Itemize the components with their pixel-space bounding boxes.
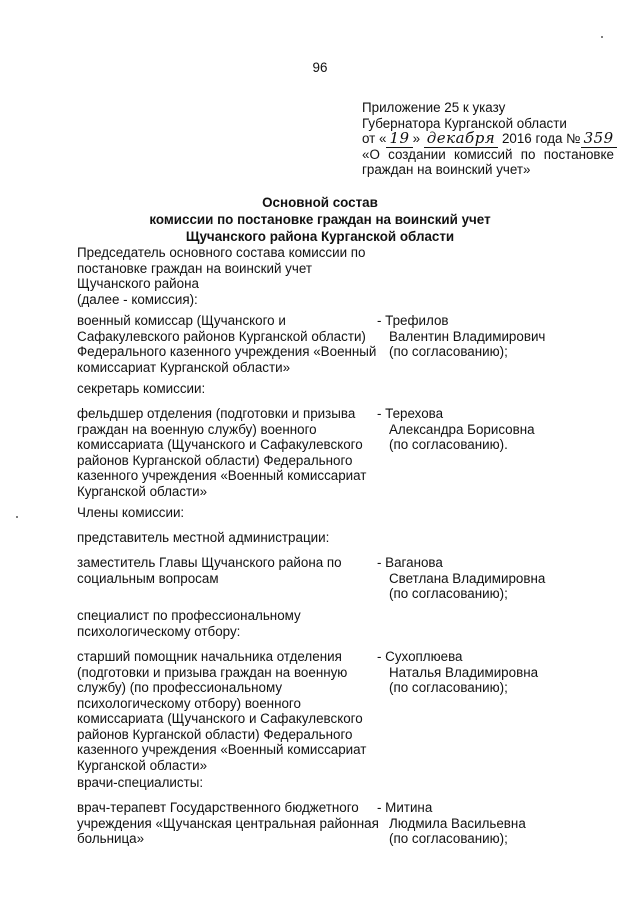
- appendix-line: Приложение 25 к указу: [362, 100, 506, 115]
- scan-speck: [601, 36, 603, 38]
- page-number: 96: [312, 60, 328, 75]
- psych-header: специалист по профессиональному психологическому отбору:: [77, 608, 301, 639]
- date-mid: »: [412, 131, 421, 146]
- secretary-role: фельдшер отделения (подготовки и призыва граждан на военную службу) военного комиссариата (Щучанского и Сафакулевского районов Курганской области) Федерального казенного учреждения «Военный комиссариат Курганской области»: [77, 406, 367, 499]
- therapist-role: врач-терапевт Государственного бюджетного учреждения «Щучанская центральная районная больница»: [77, 800, 379, 846]
- therapist-person: - Митина Людмила Васильевна (по согласованию);: [377, 800, 526, 846]
- document-title: [0, 194, 640, 245]
- scan-speck: [16, 516, 18, 518]
- appendix-line: Губернатора Курганской области: [362, 115, 567, 131]
- decree-number-handwritten: 359: [581, 129, 617, 148]
- title-line: Основной состав: [262, 195, 378, 210]
- appendix-date-line: [362, 131, 614, 147]
- title-line: Щучанского района Курганской области: [185, 229, 455, 244]
- title-line: комиссии по постановке граждан на воинский учет: [149, 212, 491, 227]
- psych-person: - Сухоплюева Наталья Владимировна (по согласованию);: [377, 649, 539, 695]
- members-header: Члены комиссии:: [77, 505, 185, 520]
- chairman-header: Председатель основного состава комиссии по постановке граждан на воинский учет Щучанского района (далее - комиссия):: [77, 245, 366, 307]
- secretary-header: секретарь комиссии:: [77, 381, 206, 396]
- appendix-block: [362, 100, 614, 178]
- psych-role: старший помощник начальника отделения (подготовки и призыва граждан на военную службу) (по профессиональному психологическому отбору) военного комиссариата (Щучанского и Сафакулевского районов Курганской области) Федерального казенного учреждения «Военный комиссариат Курганской области»: [77, 649, 367, 773]
- appendix-line: «О создании комиссий по постановке: [362, 146, 614, 162]
- deputy-role: заместитель Главы Щучанского района по социальным вопросам: [77, 555, 342, 586]
- commissar-person: - Трефилов Валентин Владимирович (по согласованию);: [377, 313, 546, 359]
- appendix-line: граждан на воинский учет»: [362, 162, 531, 177]
- local-admin-header: представитель местной администрации:: [77, 530, 330, 545]
- date-day-handwritten: 19: [386, 129, 412, 148]
- deputy-person: - Ваганова Светлана Владимировна (по согласованию);: [377, 555, 546, 601]
- secretary-person: - Терехова Александра Борисовна (по согласованию).: [377, 406, 535, 452]
- date-prefix: от «: [362, 131, 387, 146]
- date-month-handwritten: декабря: [424, 129, 498, 148]
- doctors-header: врачи-специалисты:: [77, 775, 204, 790]
- date-year: 2016 года №: [501, 131, 581, 146]
- commissar-role: военный комиссар (Щучанского и Сафакулевского районов Курганской области) Федерального казенного учреждения «Военный комиссариат Курганской области»: [77, 313, 377, 375]
